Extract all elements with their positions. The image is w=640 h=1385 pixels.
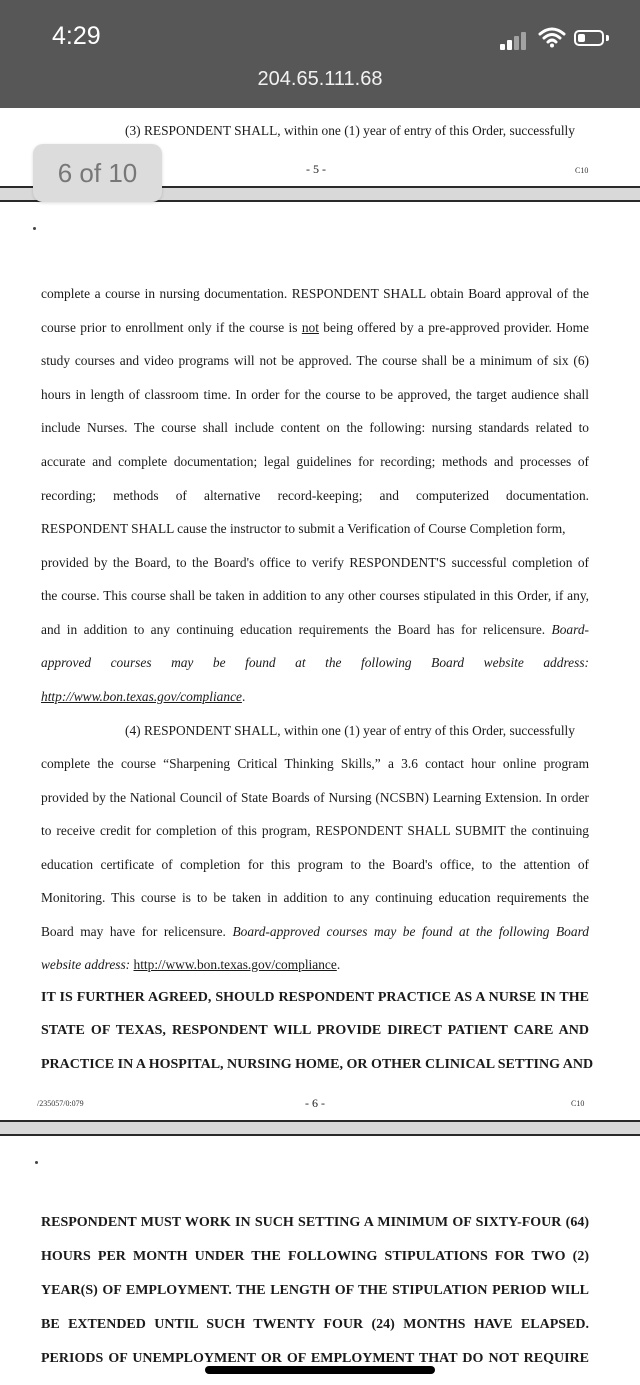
address-url[interactable]: 204.65.111.68 (257, 68, 383, 90)
compliance-link[interactable]: http://www.bon.texas.gov/compliance (41, 689, 242, 704)
p6-line: (4) RESPONDENT SHALL, within one (1) year of entry of this Order, successfully (125, 723, 575, 738)
scan-speck (35, 1161, 38, 1164)
p7-line: PERIODS OF UNEMPLOYMENT OR OF EMPLOYMENT THAT DO NOT REQUIRE (41, 1351, 589, 1366)
p6-line: http://www.bon.texas.gov/compliance. (41, 689, 246, 704)
battery-icon (574, 30, 604, 46)
status-bar (0, 0, 640, 108)
p6-line: STATE OF TEXAS, RESPONDENT WILL PROVIDE DIRECT PATIENT CARE AND (41, 1023, 589, 1038)
p6-line: PRACTICE IN A HOSPITAL, NURSING HOME, OR OTHER CLINICAL SETTING AND (41, 1057, 594, 1072)
p7-line: YEAR(S) OF EMPLOYMENT. THE LENGTH OF THE STIPULATION PERIOD WILL (41, 1283, 589, 1298)
p6-line: complete the course “Sharpening Critical Thinking Skills,” a 3.6 contact hour online program (41, 756, 589, 771)
cellular-signal-icon (500, 30, 530, 50)
page6-code: C10 (571, 1099, 585, 1108)
p6-line: the course. This course shall be taken in addition to any other courses stipulated in this Order, if any, (41, 588, 589, 603)
document-page-7 (0, 1136, 640, 1385)
p6-line: provided by the National Council of State Boards of Nursing (NCSBN) Learning Extension. In order (41, 790, 589, 805)
page5-code: C10 (575, 166, 589, 175)
p6-line: and in addition to any continuing education requirements the Board has for relicensure. Board- (41, 622, 589, 637)
p6-line: hours in length of classroom time. In order for the course to be approved, the target audience shall (41, 387, 589, 402)
page6-doc-id: /235057/0:079 (37, 1099, 84, 1108)
p6-line: Board may have for relicensure. Board-approved courses may be found at the following Board (41, 924, 589, 939)
document-page-6 (0, 202, 640, 1120)
page5-last-line: (3) RESPONDENT SHALL, within one (1) year of entry of this Order, successfully (125, 123, 575, 138)
home-indicator[interactable] (205, 1366, 435, 1374)
compliance-link[interactable]: http://www.bon.texas.gov/compliance (133, 957, 337, 972)
page-separator (0, 1120, 640, 1136)
page5-number: - 5 - (306, 162, 326, 176)
p6-line: IT IS FURTHER AGREED, SHOULD RESPONDENT PRACTICE AS A NURSE IN THE (41, 990, 589, 1005)
p6-line: RESPONDENT SHALL cause the instructor to submit a Verification of Course Completion form, (41, 521, 566, 536)
p6-line: Monitoring. This course is to be taken in addition to any continuing education requirements the (41, 890, 589, 905)
p7-line: HOURS PER MONTH UNDER THE FOLLOWING STIPULATIONS FOR TWO (2) (41, 1249, 589, 1264)
battery-tip (606, 35, 609, 41)
p6-line: recording; methods of alternative record-keeping; and computerized documentation. (41, 488, 589, 503)
p6-line: accurate and complete documentation; legal guidelines for recording; methods and processes of (41, 454, 589, 469)
p6-line: course prior to enrollment only if the course is not being offered by a pre-approved provider. Home (41, 320, 589, 335)
page6-number: - 6 - (305, 1096, 325, 1110)
wifi-icon (538, 26, 566, 48)
p6-line: to receive credit for completion of this program, RESPONDENT SHALL SUBMIT the continuing (41, 823, 589, 838)
p7-line: RESPONDENT MUST WORK IN SUCH SETTING A MINIMUM OF SIXTY-FOUR (64) (41, 1215, 589, 1230)
p6-line: study courses and video programs will not be approved. The course shall be a minimum of six (6) (41, 353, 589, 368)
p6-line: approved courses may be found at the following Board website address: (41, 655, 589, 670)
p6-line: include Nurses. The course shall include content on the following: nursing standards related to (41, 420, 589, 435)
p6-line: website address: http://www.bon.texas.gov/compliance. (41, 957, 341, 972)
page-indicator: 6 of 10 (33, 144, 162, 202)
p7-line: BE EXTENDED UNTIL SUCH TWENTY FOUR (24) MONTHS HAVE ELAPSED. (41, 1317, 589, 1332)
p6-line: complete a course in nursing documentation. RESPONDENT SHALL obtain Board approval of the (41, 286, 589, 301)
status-time: 4:29 (52, 22, 101, 50)
p6-line: provided by the Board, to the Board's office to verify RESPONDENT'S successful completion of (41, 555, 589, 570)
scan-speck (33, 227, 36, 230)
p6-line: education certificate of completion for this program to the Board's office, to the attention of (41, 857, 589, 872)
